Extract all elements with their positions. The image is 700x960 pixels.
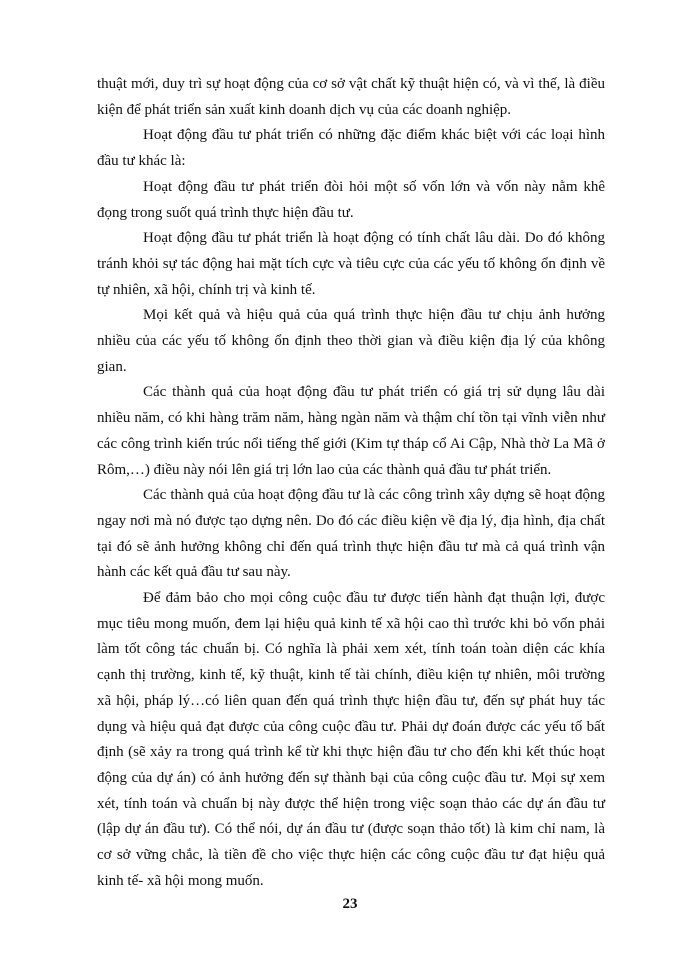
paragraph-preparation: Để đảm bảo cho mọi công cuộc đầu tư được tiến hành đạt thuận lợi, được mục tiêu mong muốn, đem lại hiệu quả kinh tế xã hội cao thì trước khi bỏ vốn phải làm tốt công tác chuẩn bị. Có nghĩa là phải xem xét, tính toán toàn diện các khía cạnh thị trường, kinh tế, kỹ thuật, kinh tế tài chính, điều kiện tự nhiên, môi trường xã hội, pháp lý…có liên quan đến quá trình thực hiện đầu tư, đến sự phát huy tác dụng và hiệu quả đạt được của công cuộc đầu tư. Phải dự đoán được các yếu tố bất định (sẽ xảy ra trong quá trình kể từ khi thực hiện đầu tư cho đến khi kết thúc hoạt động của dự án) có ảnh hưởng đến sự thành bại của công cuộc đầu tư. Mọi sự xem xét, tính toán và chuẩn bị này được thể hiện trong việc soạn thảo các dự án đầu tư (lập dự án đầu tư). Có thể nói, dự án đầu tư (được soạn thảo tốt) là kim chỉ nam, là cơ sở vững chắc, là tiền đề cho việc thực hiện các công cuộc đầu tư đạt hiệu quả kinh tế- xã hội mong muốn. (97, 590, 605, 889)
paragraph-continuation: thuật mới, duy trì sự hoạt động của cơ sở vật chất kỹ thuật hiện có, và vì thế, là điều kiện để phát triển sản xuất kinh doanh dịch vụ của các doanh nghiệp. (97, 76, 605, 118)
paragraph-location: Các thành quả của hoạt động đầu tư là các công trình xây dựng sẽ hoạt động ngay nơi mà nó được tạo dựng nên. Do đó các điều kiện về địa lý, địa hình, địa chất tại đó sẽ ảnh hưởng không chỉ đến quá trình thực hiện đầu tư mà cả quá trình vận hành các kết quả đầu tư sau này. (97, 487, 605, 581)
paragraph-characteristics-intro: Hoạt động đầu tư phát triển có những đặc điểm khác biệt với các loại hình đầu tư khác là: (97, 127, 605, 170)
page-number: 23 (342, 896, 358, 912)
document-body (97, 72, 605, 895)
paragraph-large-capital: Hoạt động đầu tư phát triển đòi hỏi một số vốn lớn và vốn này nằm khê đọng trong suốt quá trình thực hiện đầu tư. (97, 178, 605, 221)
paragraph-results-influence: Mọi kết quả và hiệu quả của quá trình thực hiện đầu tư chịu ảnh hưởng nhiều của các yếu tố không ổn định theo thời gian và điều kiện địa lý của không gian. (97, 307, 605, 375)
paragraph-long-use-value: Các thành quả của hoạt động đầu tư phát triển có giá trị sử dụng lâu dài nhiều năm, có khi hàng trăm năm, hàng ngàn năm và thậm chí tồn tại vĩnh viễn như các công trình kiến trúc nổi tiếng thế giới (Kim tự tháp cổ Ai Cập, Nhà thờ La Mã ở Rôm,…) điều này nói lên giá trị lớn lao của các thành quả đầu tư phát triển. (97, 384, 605, 478)
paragraph-long-term: Hoạt động đầu tư phát triển là hoạt động có tính chất lâu dài. Do đó không tránh khỏi sự tác động hai mặt tích cực và tiêu cực của các yếu tố không ổn định về tự nhiên, xã hội, chính trị và kinh tế. (97, 230, 605, 298)
